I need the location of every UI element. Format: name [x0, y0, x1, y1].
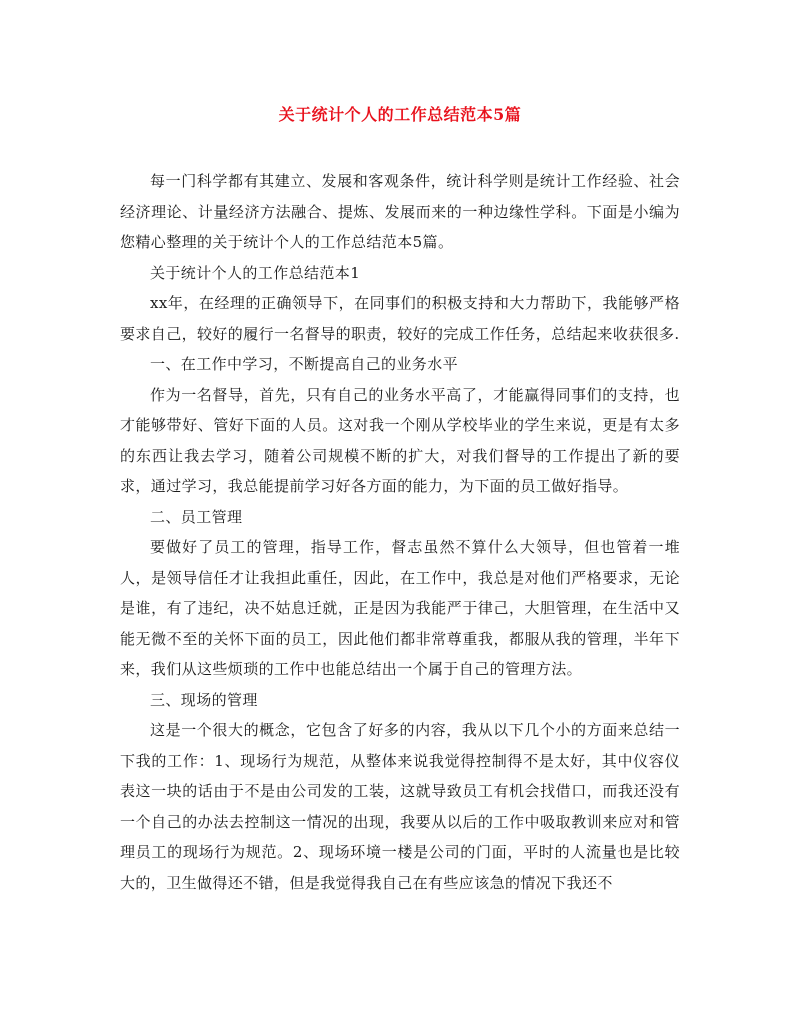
- section-heading-learning: 一、在工作中学习，不断提高自己的业务水平: [150, 355, 459, 373]
- intro-paragraph: 每一门科学都有其建立、发展和客观条件，统计科学则是统计工作经验、社会经济理论、计量经济方法融合、提炼、发展而来的一种边缘性学科。下面是小编为您精心整理的关于统计个人的工作总结范本5篇。: [120, 172, 680, 251]
- body-paragraph: xx年，在经理的正确领导下，在同事们的积极支持和大力帮助下，我能够严格要求自己，较好的履行一名督导的职责，较好的完成工作任务，总结起来收获很多.: [120, 294, 680, 343]
- section-heading-site-management: 三、现场的管理: [150, 690, 258, 709]
- section-heading-sample-1: 关于统计个人的工作总结范本1: [150, 263, 361, 282]
- body-paragraph: 这是一个很大的概念，它包含了好多的内容，我从以下几个小的方面来总结一下我的工作：1、现场行为规范，从整体来说我觉得控制得不是太好，其中仪容仪表这一块的话由于不是由公司发的工装，这就导致员工有机会找借口，而我还没有一个自己的办法去控制这一情况的出现，我要从以后的工作中吸取教训来应对和管理员工的现场行为规范。2、现场环境一楼是公司的门面，平时的人流量也是比较大的，卫生做得还不错，但是我觉得我自己在有些应该急的情况下我还不: [120, 721, 680, 892]
- section-heading-staff-management: 二、员工管理: [150, 507, 243, 526]
- body-paragraph: 作为一名督导，首先，只有自己的业务水平高了，才能赢得同事们的支持，也才能够带好、管好下面的人员。这对我一个刚从学校毕业的学生来说，更是有太多的东西让我去学习，随着公司规模不断的扩大，对我们督导的工作提出了新的要求，通过学习，我总能提前学习好各方面的能力，为下面的员工做好指导。: [120, 385, 680, 495]
- document-title: 关于统计个人的工作总结范本5篇: [278, 105, 522, 124]
- document-body: [120, 166, 680, 898]
- body-paragraph: 要做好了员工的管理，指导工作，督志虽然不算什么大领导，但也管着一堆人，是领导信任才让我担此重任，因此，在工作中，我总是对他们严格要求，无论是谁，有了违纪，决不姑息迁就，正是因为我能严于律己，大胆管理，在生活中又能无微不至的关怀下面的员工，因此他们都非常尊重我，都服从我的管理，半年下来，我们从这些烦琐的工作中也能总结出一个属于自己的管理方法。: [120, 538, 680, 678]
